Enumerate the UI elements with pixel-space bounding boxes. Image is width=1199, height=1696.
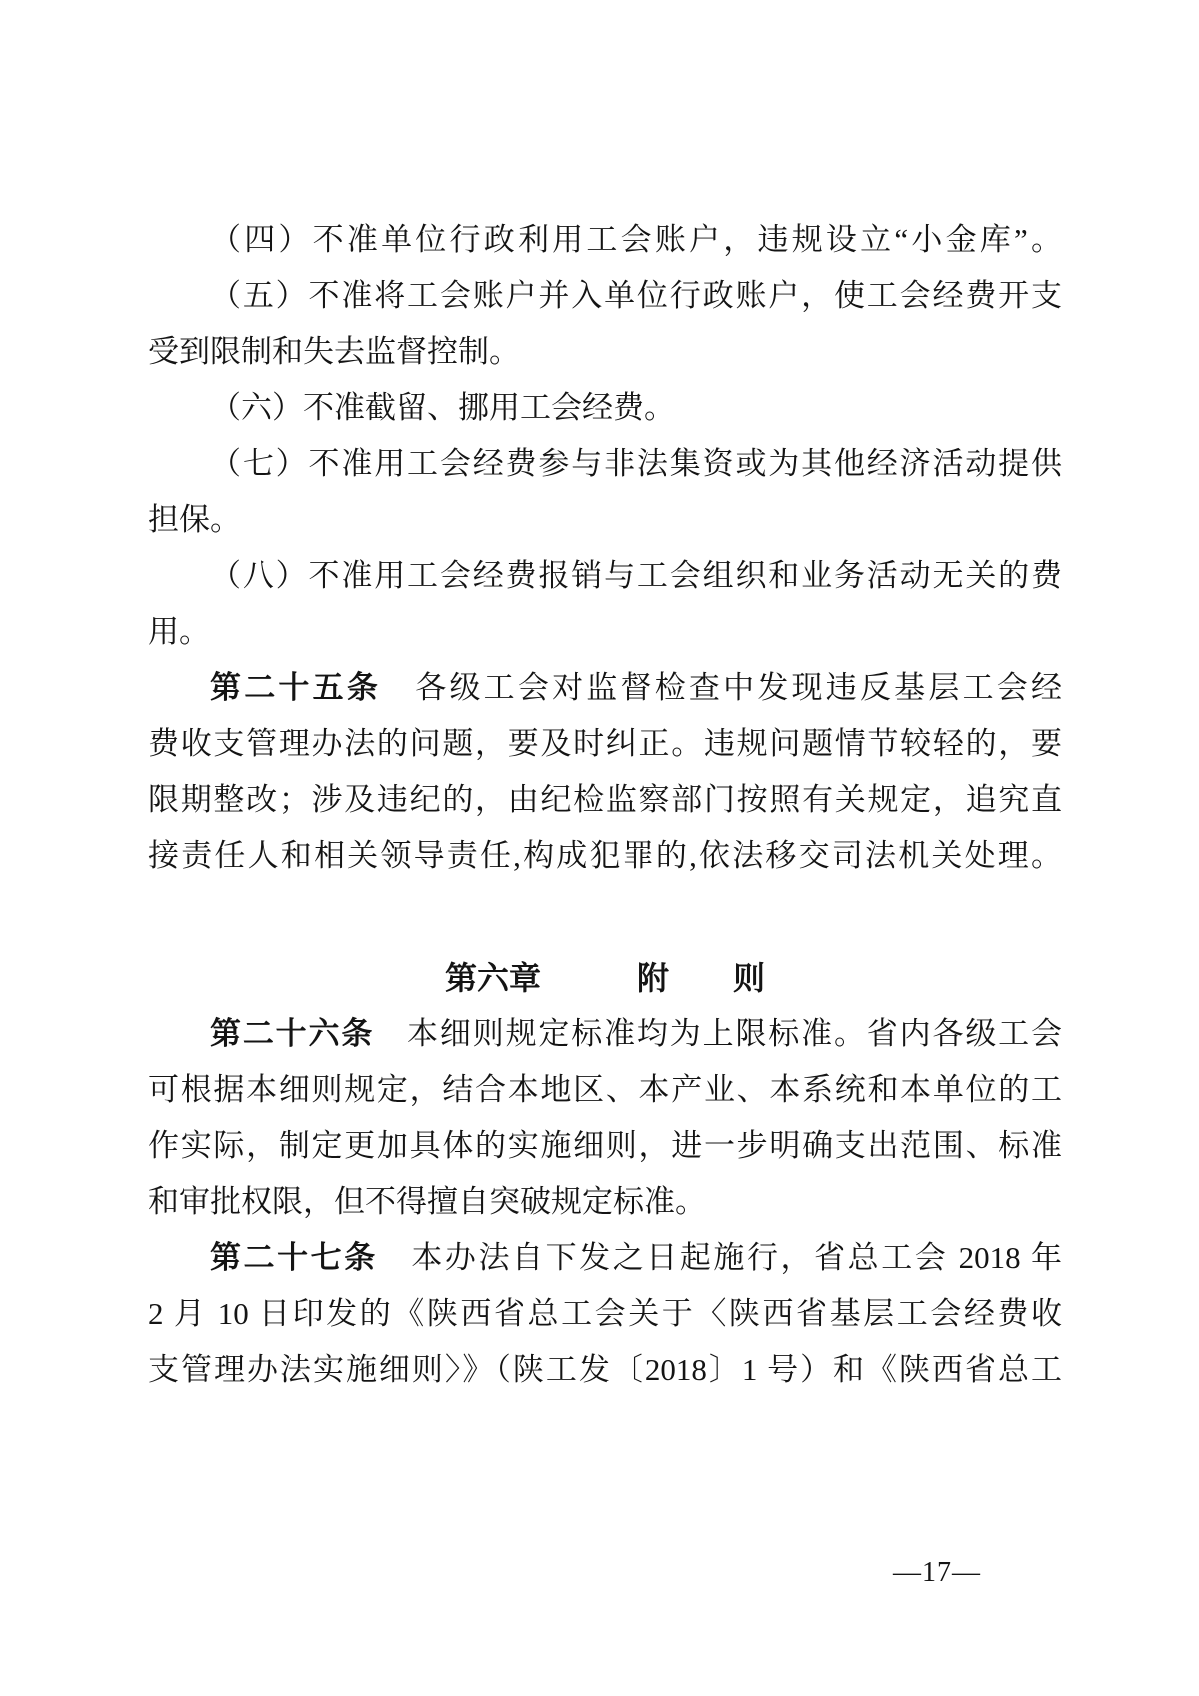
article-text: 各级工会对监督检查中发现违反基层工会经 [381, 670, 1062, 705]
text-line: 2 月 10 日印发的《陕西省总工会关于〈陕西省基层工会经费收 [148, 1296, 1062, 1331]
article-number: 第二十五条 [210, 670, 382, 705]
text-line: 限期整改；涉及违纪的，由纪检监察部门按照有关规定，追究直 [148, 782, 1062, 817]
text-line: （八）不准用工会经费报销与工会组织和业务活动无关的费 [210, 558, 1062, 593]
text-line: 费收支管理办法的问题，要及时纠正。违规问题情节较轻的，要 [148, 726, 1062, 761]
text-line [148, 1006, 1062, 1062]
text-line: 担保。 [148, 502, 241, 537]
article-text: 本办法自下发之日起施行，省总工会 2018 年 [377, 1240, 1062, 1275]
page-number: —17— [893, 1557, 981, 1588]
text-line: 可根据本细则规定，结合本地区、本产业、本系统和本单位的工 [148, 1072, 1062, 1107]
text-line: 用。 [148, 614, 210, 649]
text-line: 和审批权限，但不得擅自突破规定标准。 [148, 1184, 706, 1219]
text-line [148, 660, 1062, 716]
article-number: 第二十六条 [210, 1016, 375, 1051]
chapter-heading: 第六章 附 则 [444, 960, 765, 996]
text-line: （四）不准单位行政利用工会账户，违规设立“小金库”。 [210, 222, 1062, 257]
document-body [148, 212, 1062, 1398]
article-text: 本细则规定标准均为上限标准。省内各级工会 [374, 1016, 1062, 1051]
text-line: 接责任人和相关领导责任,构成犯罪的,依法移交司法机关处理。 [148, 838, 1062, 873]
article-number: 第二十七条 [210, 1240, 378, 1275]
text-line: （五）不准将工会账户并入单位行政账户，使工会经费开支 [210, 278, 1062, 313]
text-line: （七）不准用工会经费参与非法集资或为其他经济活动提供 [210, 446, 1062, 481]
text-line [148, 1230, 1062, 1286]
text-line: 受到限制和失去监督控制。 [148, 334, 520, 369]
text-line: 作实际，制定更加具体的实施细则，进一步明确支出范围、标准 [148, 1128, 1062, 1163]
text-line: 支管理办法实施细则〉》（陕工发〔2018〕1 号）和《陕西省总工 [148, 1352, 1062, 1387]
text-line: （六）不准截留、挪用工会经费。 [210, 390, 675, 425]
